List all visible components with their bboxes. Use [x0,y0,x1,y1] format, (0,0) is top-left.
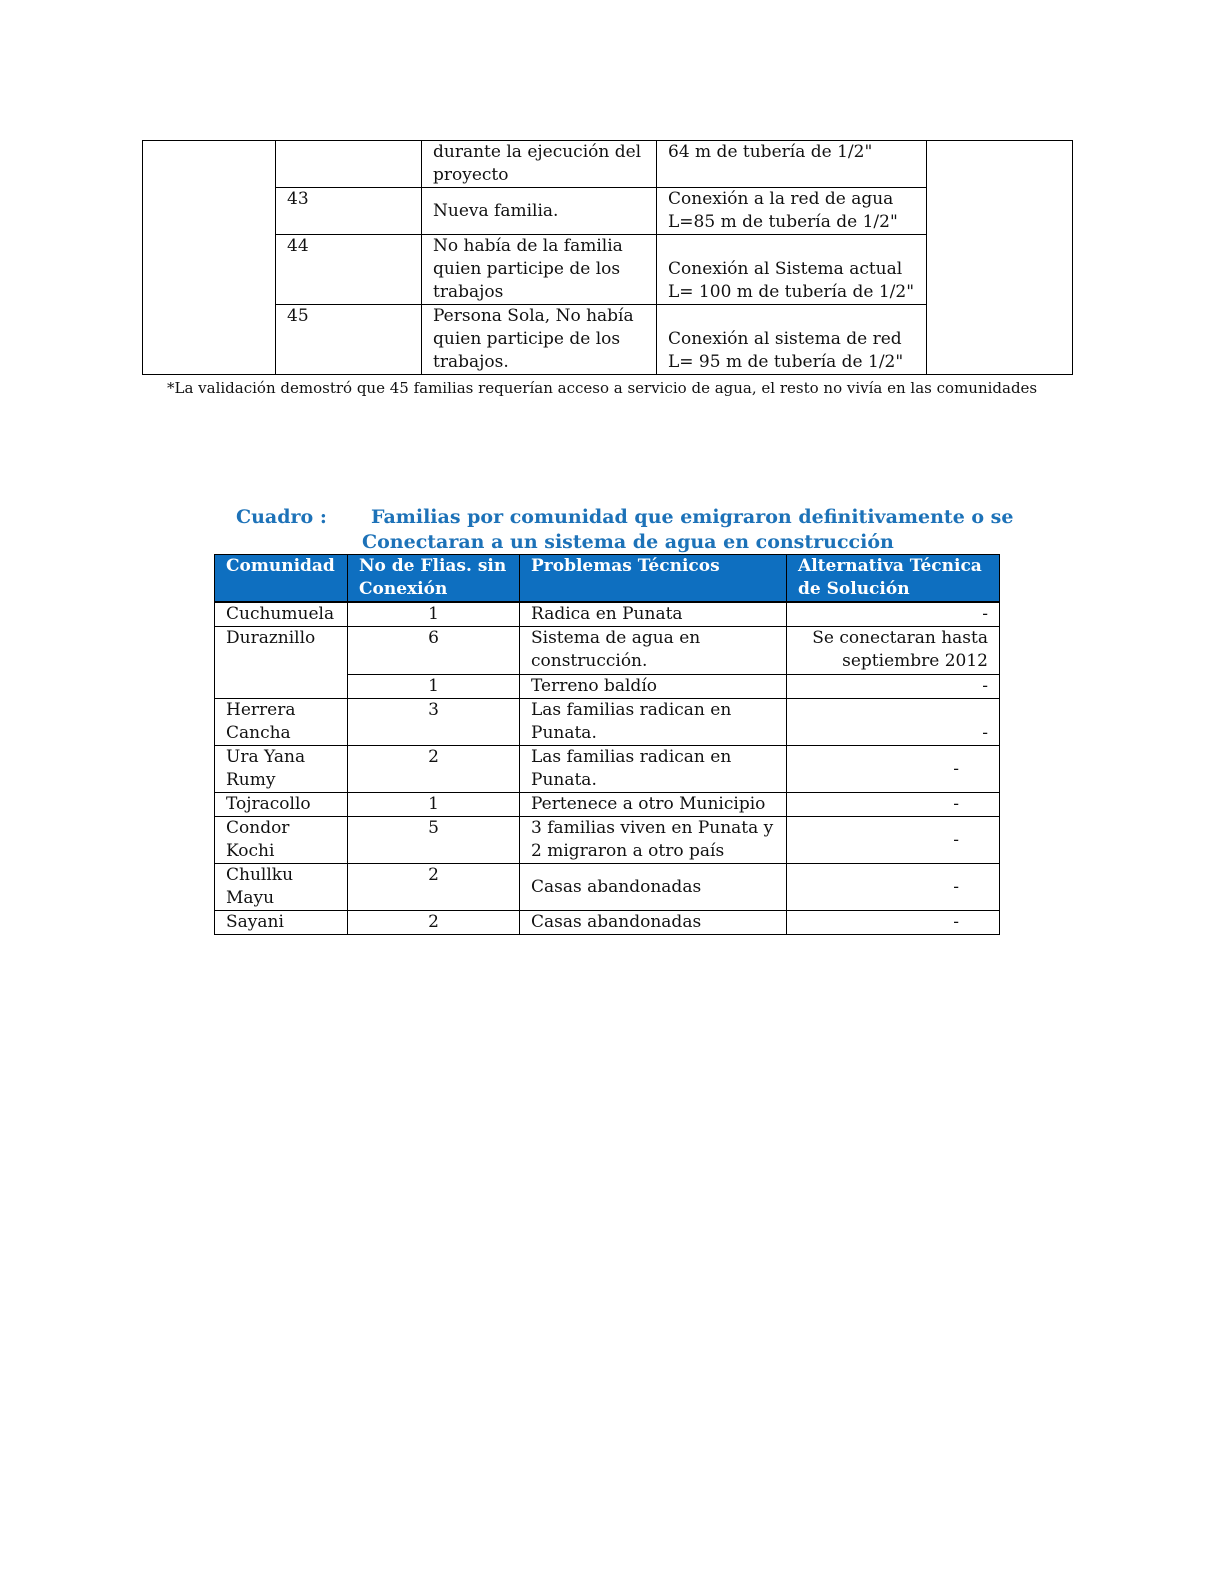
problema-cell: Radica en Punata [520,602,787,627]
alternativa-cell: - [787,911,1000,935]
observation-cell: No había de la familia quien participe de los trabajos [422,235,657,305]
problema-cell: Sistema de agua en construcción. [520,627,787,675]
flias-cell: 6 [348,627,520,675]
comunidad-cell: Tojracollo [215,793,348,817]
problema-cell: Las familias radican en Punata. [520,746,787,793]
caption-title-line2: Conectaran a un sistema de agua en construcción [362,531,894,553]
table-row [143,141,1073,188]
alternative-line: Conexión a la red de agua [668,189,894,209]
alternative-line: L= 100 m de tubería de 1/2" [668,282,915,302]
flias-cell: 5 [348,817,520,864]
comunidad-cell: Ura Yana Rumy [215,746,348,793]
problema-cell: Las familias radican en Punata. [520,699,787,746]
comunidad-cell: Sayani [215,911,348,935]
table-row [215,602,1000,627]
problema-cell: Terreno baldío [520,675,787,699]
comunidad-cell: Cuchumuela [215,602,348,627]
alternativa-cell: - [787,602,1000,627]
num-cell [276,141,422,188]
table-row [215,627,1000,675]
alternativa-cell: - [787,675,1000,699]
alternative-line: Conexión al sistema de red [668,329,902,349]
comunidad-cell: Herrera Cancha [215,699,348,746]
observation-cell: Nueva familia. [422,188,657,235]
problema-cell: Casas abandonadas [520,864,787,911]
num-cell: 45 [276,305,422,375]
continuation-table [142,140,1073,375]
comunidad-cell: Condor Kochi [215,817,348,864]
caption-label: Cuadro : [236,506,327,528]
header-flias: No de Flias. sin Conexión [348,555,520,603]
alternative-line: L= 95 m de tubería de 1/2" [668,352,904,372]
table-row [215,793,1000,817]
comunidad-cell: Chullku Mayu [215,864,348,911]
observation-cell: durante la ejecución del proyecto [422,141,657,188]
header-comunidad: Comunidad [215,555,348,603]
alternativa-cell: - [787,699,1000,746]
flias-cell: 2 [348,911,520,935]
flias-cell: 1 [348,602,520,627]
comunidad-cell: Duraznillo [215,627,348,675]
alternative-cell [657,235,927,305]
table-footnote: *La validación demostró que 45 familias requerían acceso a servicio de agua, el resto no vivía en las comunidades [167,379,1038,397]
flias-cell: 2 [348,746,520,793]
observation-cell: Persona Sola, No había quien participe de los trabajos. [422,305,657,375]
comunidad-cell [215,675,348,699]
problema-cell: Pertenece a otro Municipio [520,793,787,817]
flias-cell: 1 [348,793,520,817]
families-table [214,554,1000,935]
alternativa-cell: - [787,864,1000,911]
table-row [215,911,1000,935]
alternativa-cell: - [787,793,1000,817]
alternativa-cell: Se conectaran hasta septiembre 2012 [787,627,1000,675]
alternative-line: L=85 m de tubería de 1/2" [668,212,898,232]
header-alternativa: Alternativa Técnica de Solución [787,555,1000,603]
flias-cell: 1 [348,675,520,699]
caption-title-line1: Familias por comunidad que emigraron definitivamente o se [371,506,1014,528]
flias-cell: 3 [348,699,520,746]
flias-cell: 2 [348,864,520,911]
num-cell: 43 [276,188,422,235]
header-problemas: Problemas Técnicos [520,555,787,603]
alternativa-cell: - [787,746,1000,793]
problema-cell: 3 familias viven en Punata y 2 migraron a otro país [520,817,787,864]
table-row [215,699,1000,746]
alternative-cell [657,305,927,375]
table-row [215,675,1000,699]
problema-cell: Casas abandonadas [520,911,787,935]
alternativa-cell: - [787,817,1000,864]
alternative-line: Conexión al Sistema actual [668,259,903,279]
table-row [215,817,1000,864]
table-row [215,746,1000,793]
empty-cell [143,141,276,375]
alternative-cell [657,188,927,235]
alternative-cell: 64 m de tubería de 1/2" [657,141,927,188]
num-cell: 44 [276,235,422,305]
table-row [215,864,1000,911]
header-row [215,555,1000,603]
empty-cell [927,141,1073,375]
